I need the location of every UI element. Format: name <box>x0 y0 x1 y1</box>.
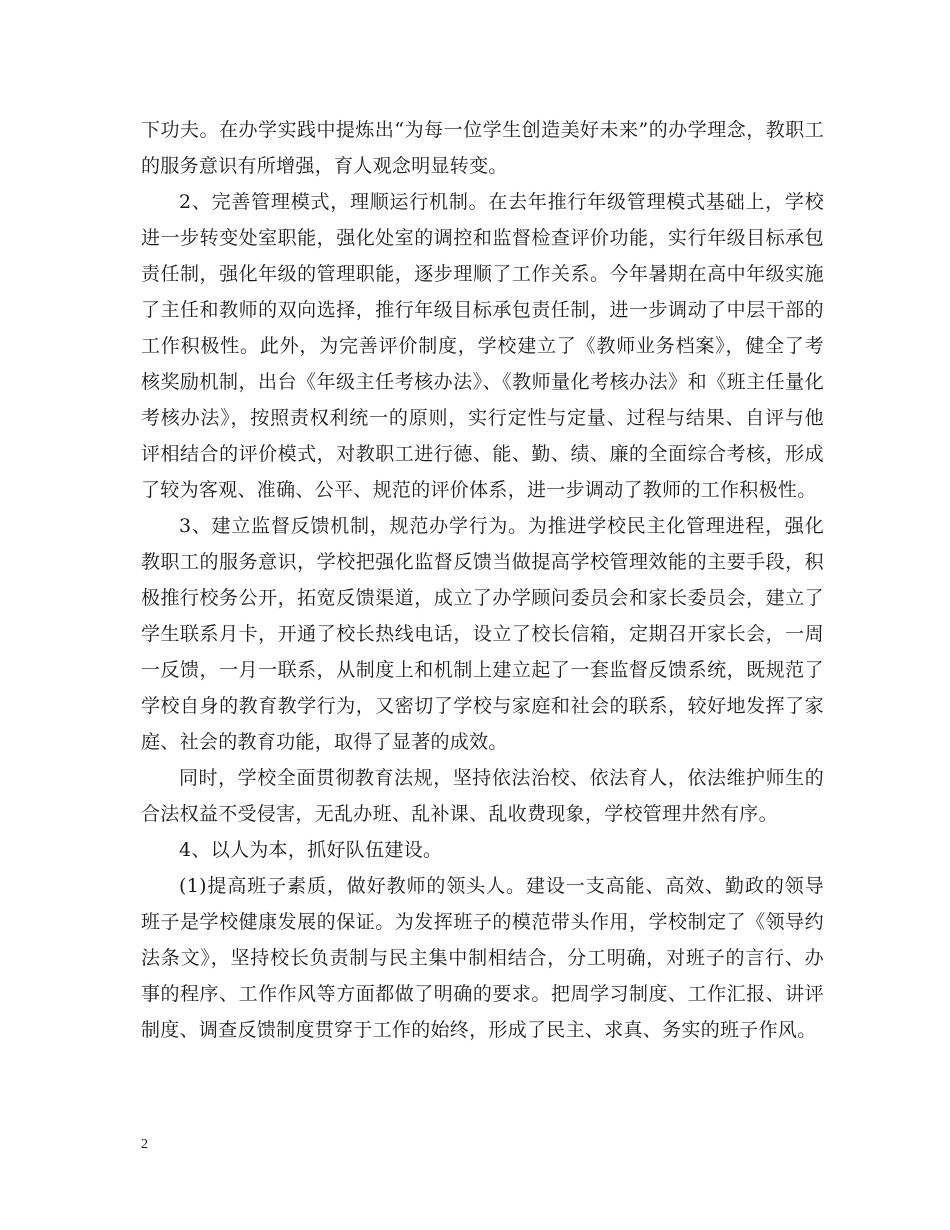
page-number: 2 <box>141 1137 148 1152</box>
paragraph-supervision-feedback: 3、建立监督反馈机制，规范办学行为。为推进学校民主化管理进程，强化教职工的服务意识，学校把强化监督反馈当做提高学校管理效能的主要手段，积极推行校务公开，拓宽反馈渠道，成立了办学顾问委员会和家长委员会，建立了学生联系月卡，开通了校长热线电话，设立了校长信箱，定期召开家长会，一周一反馈，一月一联系，从制度上和机制上建立起了一套监督反馈系统，既规范了学校自身的教育教学行为，又密切了学校与家庭和社会的联系，较好地发挥了家庭、社会的教育功能，取得了显著的成效。 <box>141 515 824 753</box>
paragraph-leadership-quality: (1)提高班子素质，做好教师的领头人。建设一支高能、高效、勤政的领导班子是学校健康发展的保证。为发挥班子的模范带头作用，学校制定了《领导约法条文》，坚持校长负责制与民主集中制相结合，分工明确，对班子的言行、办事的程序、工作作风等方面都做了明确的要求。把周学习制度、工作汇报、讲评制度、调查反馈制度贯穿于工作的始终，形成了民主、求真、务实的班子作风。 <box>141 875 824 1041</box>
paragraph-team-building-heading: 4、以人为本，抓好队伍建设。 <box>179 839 443 861</box>
paragraph-continuation: 下功夫。在办学实践中提炼出“为每一位学生创造美好未来”的办学理念，教职工的服务意识有所增强，育人观念明显转变。 <box>141 119 824 177</box>
paragraph-law-based-governance: 同时，学校全面贯彻教育法规，坚持依法治校、依法育人，依法维护师生的合法权益不受侵害，无乱办班、乱补课、乱收费现象，学校管理井然有序。 <box>141 767 824 825</box>
document-body <box>141 112 824 1048</box>
paragraph-management-mode: 2、完善管理模式，理顺运行机制。在去年推行年级管理模式基础上，学校进一步转变处室职能，强化处室的调控和监督检查评价功能，实行年级目标承包责任制，强化年级的管理职能，逐步理顺了工作关系。今年暑期在高中年级实施了主任和教师的双向选择，推行年级目标承包责任制，进一步调动了中层干部的工作积极性。此外，为完善评价制度，学校建立了《教师业务档案》，健全了考核奖励机制，出台《年级主任考核办法》、《教师量化考核办法》和《班主任量化考核办法》，按照责权利统一的原则，实行定性与定量、过程与结果、自评与他评相结合的评价模式，对教职工进行德、能、勤、绩、廉的全面综合考核，形成了较为客观、准确、公平、规范的评价体系，进一步调动了教师的工作积极性。 <box>141 191 824 501</box>
